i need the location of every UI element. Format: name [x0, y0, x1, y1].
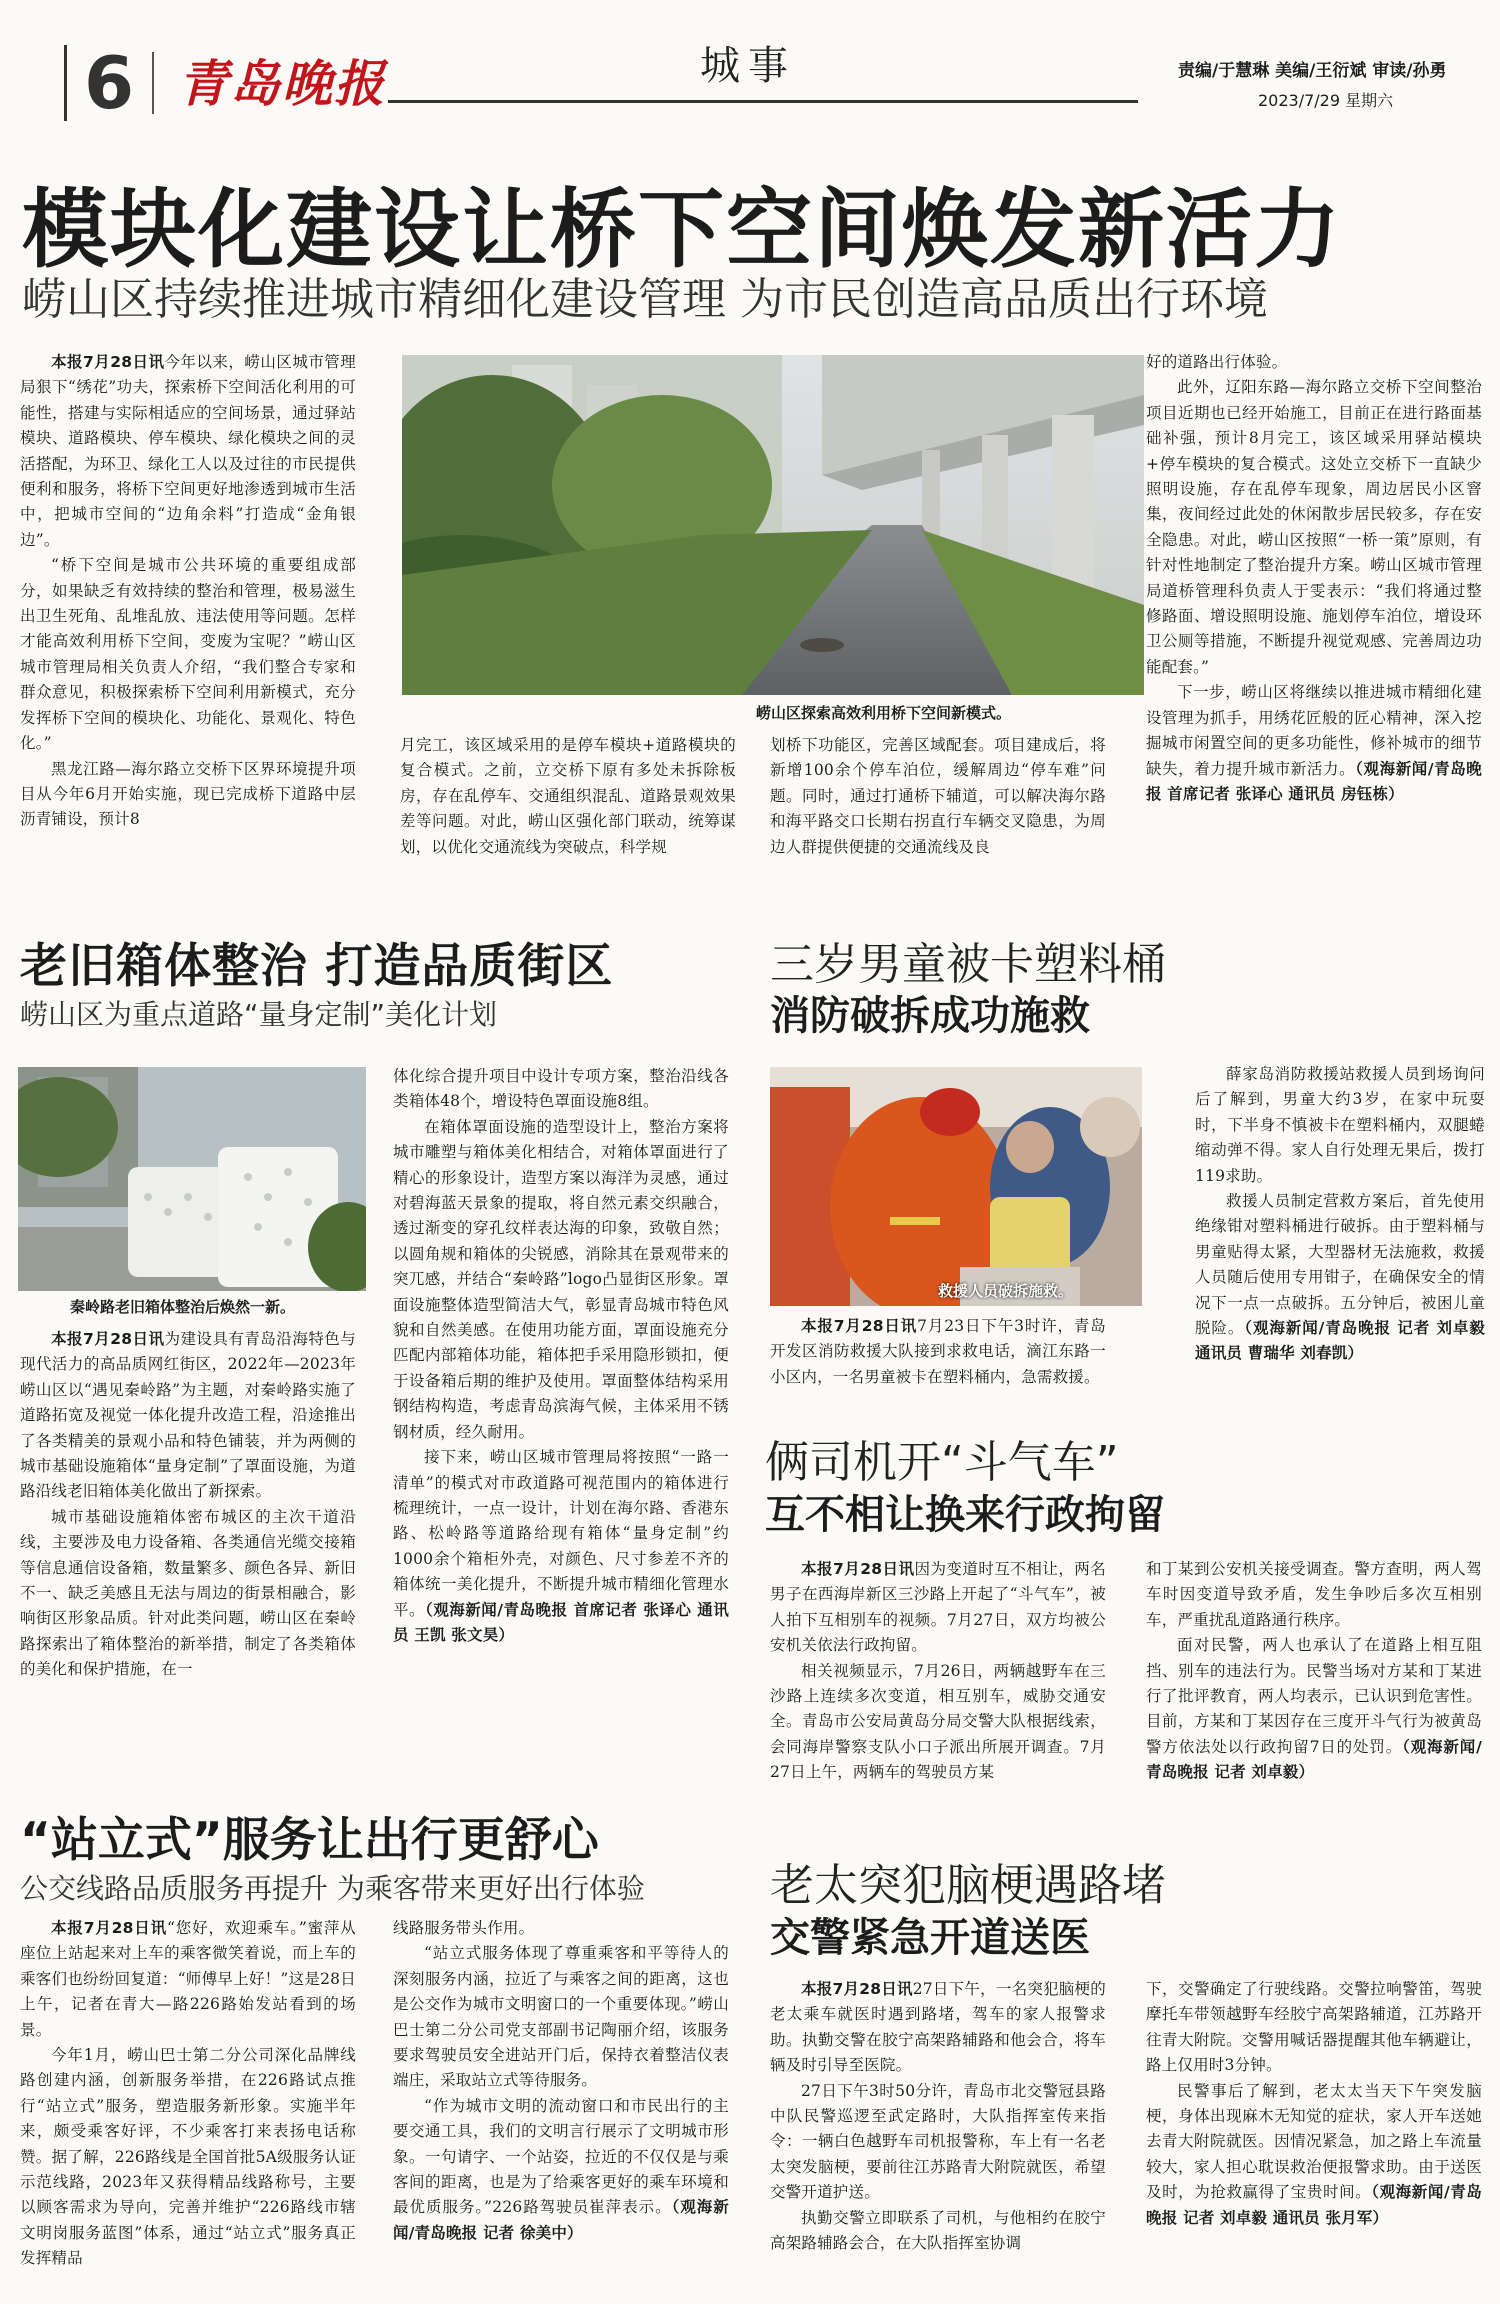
lead-dateline: 本报7月28日讯 — [51, 353, 165, 371]
drivers-col-2: 和丁某到公安机关接受调查。警方查明，两人驾车时因变道导致矛盾，发生争吵后多次互相别车，严重扰乱道路通行秩序。 面对民警，两人也承认了在道路上相互阻挡、别车的违法行为。民警当场对方某和丁某进行了批评教育，两人均表示，已认识到危害性。目前，方某和丁某因存在三度开斗气行为被黄岛警方依法处以行政拘留7日的处罚。（观海新闻/青岛晚报 记者 刘卓毅） — [1146, 1560, 1482, 1782]
elderly-subheadline: 交警紧急开道送医 — [770, 1915, 1090, 1961]
masthead-divider — [152, 52, 154, 114]
drivers-dateline: 本报7月28日讯 — [801, 1560, 915, 1578]
bus-col-1: 本报7月28日讯“您好，欢迎乘车。”蜜萍从座位上站起来对上车的乘客微笑着说，而上车的乘客们也纷纷回复道：“师傅早上好！”这是28日上午，记者在青大—路226路始发站看到的场景。 今年1月，崂山巴士第二分公司深化品牌线路创建内涵，创新服务举措，在226路试点推行“站立式”服务，塑造服务新形象。实施半年来，颇受乘客好评，不少乘客打来表扬电话称赞。据了解，226路线是全国首批5A级服务认证示范线路，2023年又获得精品线路称号，主要以顾客需求为导向，完善并维护“226路线市辖文明岗服务蓝图”体系，通过“站立式”服务真正发挥精品 — [20, 1919, 356, 2268]
lead-headline: 模块化建设让桥下空间焕发新活力 — [22, 180, 1342, 280]
drivers-byline: （观海新闻/青岛晚报 记者 刘卓毅） — [1146, 1737, 1482, 1782]
paper-name-logo: 青岛晚报 — [178, 54, 386, 113]
elderly-col-2: 下，交警确定了行驶线路。交警拉响警笛，驾驶摩托车带领越野车经胶宁高架路辅道，江苏路开往青大附院。交警用喊话器提醒其他车辆避让，路上仅用时3分钟。 民警事后了解到，老太太当天下午突发脑梗，身体出现麻木无知觉的症状，家人开车送她去青大附院就医。因情况紧急，加之路上车流量较大，家人担心耽误救治便报警求助。由于送医及时，为抢救赢得了宝贵时间。（观海新闻/青岛晚报 记者 刘卓毅 通讯员 张月军） — [1146, 1980, 1482, 2227]
lead-col-2: 月完工，该区域采用的是停车模块+道路模块的复合模式。之前，立交桥下原有多处未拆除板房，存在乱停车、交通组织混乱、道路景观效果差等问题。对此，崂山区强化部门联动，统筹谋划，以优化交通流线为突破点，科学规 — [400, 736, 736, 856]
lead-byline: （观海新闻/青岛晚报 首席记者 张译心 通讯员 房钰栋） — [1146, 759, 1482, 803]
boxes-dateline: 本报7月28日讯 — [51, 1330, 165, 1348]
rescue-col-2: 薛家岛消防救援站救援人员到场询问后了解到，男童大约3岁，在家中玩耍时，下半身不慎被卡在塑料桶内，双腿蜷缩动弹不得。家人自行处理无果后，拨打119求助。 救援人员制定营救方案后，首先使用绝缘钳对塑料桶进行破拆。由于塑料桶与男童贴得太紧，大型器材无法施救，救援人员随后使用专用钳子，在确保安全的情况下一点一点破拆。五分钟后，被困儿童脱险。（观海新闻/青岛晚报 记者 刘卓毅 通讯员 曹瑞华 刘春凯） — [1195, 1065, 1485, 1363]
elderly-headline: 老太突犯脑梗遇路堵 — [770, 1860, 1166, 1911]
bus-subheadline: 公交线路品质服务再提升 为乘客带来更好出行体验 — [20, 1872, 645, 1905]
elderly-byline: （观海新闻/青岛晚报 记者 刘卓毅 通讯员 张月军） — [1146, 2183, 1482, 2227]
rescue-byline: （观海新闻/青岛晚报 记者 刘卓毅 通讯员 曹瑞华 刘春凯） — [1195, 1319, 1485, 1363]
lead-col-3: 划桥下功能区，完善区域配套。项目建成后，将新增100余个停车泊位，缓解周边“停车难”问题。同时，通过打通桥下辅道，可以解决海尔路和海平路交口长期右拐直行车辆交叉隐患，为周边人群提供便捷的交通流线及良 — [770, 736, 1106, 856]
boxes-headline: 老旧箱体整治 打造品质街区 — [20, 939, 614, 994]
section-underline — [388, 100, 1138, 103]
rescue-headline: 三岁男童被卡塑料桶 — [770, 939, 1166, 990]
bus-byline: （观海新闻/青岛晚报 记者 徐美中） — [393, 2198, 729, 2242]
drivers-col-1: 本报7月28日讯因为变道时互不相让，两名男子在西海岸新区三沙路上开起了“斗气车”，被人拍下互相别车的视频。7月27日，双方均被公安机关依法行政拘留。 相关视频显示，7月26日，两辆越野车在三沙路上连续多次变道，相互别车，威胁交通安全。青岛市公安局黄岛分局交警大队根据线索，会同海岸警察支队小口子派出所展开调查。7月27日上午，两辆车的驾驶员方某 — [770, 1560, 1106, 1782]
lead-col-4: 好的道路出行体验。 此外，辽阳东路—海尔路立交桥下空间整治项目近期也已经开始施工，目前正在进行路面基础补强，预计8月完工，该区域采用驿站模块+停车模块的复合模式。这处立交桥下一直缺少照明设施，存在乱停车现象，周边居民小区窨集，夜间经过此处的休闲散步居民较多，存在安全隐患。对此，崂山区按照“一桥一策”原则，有针对性地制定了整治提升方案。崂山区城市管理局道桥管理科负责人于雯表示：“我们将通过整修路面、增设照明设施、施划停车泊位，增设环卫公厕等措施，不断提升视觉观感、完善周边功能配套。” 下一步，崂山区将继续以推进城市精细化建设管理为抓手，用绣花匠般的匠心精神，深入挖掘城市闲置空间的更多功能性，修补城市的细节缺失，着力提升城市新活力。（观海新闻/青岛晚报 首席记者 张译心 通讯员 房钰栋） — [1146, 353, 1482, 803]
bridge-photo-image — [402, 355, 1144, 695]
drivers-subheadline: 互不相让换来行政拘留 — [765, 1492, 1165, 1538]
page-number: 6 — [84, 41, 135, 125]
issue-date: 2023/7/29 星期六 — [1258, 91, 1394, 110]
boxes-subheadline: 崂山区为重点道路“量身定制”美化计划 — [20, 998, 498, 1031]
rescue-subheadline: 消防破拆成功施救 — [770, 993, 1090, 1039]
bus-dateline: 本报7月28日讯 — [51, 1919, 167, 1937]
masthead-left-rule — [64, 45, 67, 121]
rescue-dateline: 本报7月28日讯 — [801, 1317, 918, 1335]
lead-col-1: 本报7月28日讯今年以来，崂山区城市管理局狠下“绣花”功夫，探索桥下空间活化利用的可能性，搭建与实际相适应的空间场景，通过驿站模块、道路模块、停车模块、绿化模块之间的灵活搭配，为环卫、绿化工人以及过往的市民提供便利和服务，将桥下空间更好地渗透到城市生活中，把城市空间的“边角余料”打造成“金角银边”。 “桥下空间是城市公共环境的重要组成部分，如果缺乏有效持续的整治和管理，极易滋生出卫生死角、乱堆乱放、违法使用等问题。怎样才能高效利用桥下空间，变废为宝呢？”崂山区城市管理局相关负责人介绍，“我们整合专家和群众意见，积极探索桥下空间利用新模式，充分发挥桥下空间的模块化、功能化、景观化、特色化。” 黑龙江路—海尔路立交桥下区界环境提升项目从今年6月开始实施，现已完成桥下道路中层沥青铺设，预计8 — [20, 353, 356, 829]
drivers-headline: 俩司机开“斗气车” — [765, 1437, 1119, 1488]
elderly-col-1: 本报7月28日讯27日下午，一名突犯脑梗的老太乘车就医时遇到路堵，驾车的家人报警求助。执勤交警在胶宁高架路辅路和他会合，将车辆及时引导至医院。 27日下午3时50分许，青岛市北交警冠县路中队民警巡逻至武定路时，大队指挥室传来指令：一辆白色越野车司机报警称，车上有一名老太突发脑梗，要前往江苏路青大附院就医，希望交警开道护送。 执勤交警立即联系了司机，与他相约在胶宁高架路辅路会合，在大队指挥室协调 — [770, 1980, 1106, 2253]
boxes-byline: （观海新闻/青岛晚报 首席记者 张译心 通讯员 王凯 张文昊） — [393, 1600, 729, 1644]
editors-line: 责编/于慧琳 美编/王衍斌 审读/孙勇 — [1178, 61, 1447, 81]
boxes-col-2: 体化综合提升项目中设计专项方案，整治沿线各类箱体48个，增设特色罩面设施8组。 在箱体罩面设施的造型设计上，整治方案将城市雕塑与箱体美化相结合，对箱体罩面进行了精心的形象设计，造型方案以海洋为灵感，通过对碧海蓝天景象的提取，将自然元素交织融合，透过渐变的穿孔纹样表达海的印象，致敬自然；以圆角规和箱体的尖锐感，消除其在景观带来的突兀感，并结合“秦岭路”logo凸显街区形象。罩面设施整体造型简洁大气，彰显青岛城市特色风貌和自然美感。在使用功能方面，罩面设施充分匹配内部箱体功能，箱体把手采用隐形锁扣，便于设备箱后期的维护及使用。罩面整体结构采用钢结构构造，考虑青岛滨海气候，主体采用不锈钢材质，经久耐用。 接下来，崂山区城市管理局将按照“一路一清单”的模式对市政道路可视范围内的箱体进行梳理统计，一点一设计，计划在海尔路、香港东路、松岭路等道路给现有箱体“量身定制”约1000余个箱柜外壳，对颜色、尺寸参差不齐的箱体统一美化提升，不断提升城市精细化管理水平。（观海新闻/青岛晚报 首席记者 张译心 通讯员 王凯 张文昊） — [393, 1067, 729, 1644]
lead-photo-caption: 崂山区探索高效利用桥下空间新模式。 — [756, 704, 1012, 722]
lead-photo — [402, 355, 1144, 695]
rescue-photo — [770, 1067, 1142, 1306]
rescue-photo-caption: 救援人员破拆施救。 — [938, 1282, 1074, 1300]
boxes-photo-caption: 秦岭路老旧箱体整治后焕然一新。 — [70, 1298, 296, 1316]
masthead — [0, 0, 1500, 125]
lead-subheadline: 崂山区持续推进城市精细化建设管理 为市民创造高品质出行环境 — [22, 274, 1268, 325]
boxes-photo — [18, 1067, 366, 1291]
bus-col-2: 线路服务带头作用。 “站立式服务体现了尊重乘客和平等待人的深刻服务内涵，拉近了与乘客之间的距离，这也是公交作为城市文明窗口的一个重要体现。”崂山巴士第二分公司党支部副书记陶丽介绍，该服务要求驾驶员安全进站开门后，保持衣着整洁仪表端庄，采取站立式等待服务。 “作为城市文明的流动窗口和市民出行的主要交通工具，我们的文明言行展示了文明城市形象。一句请字、一个站姿，拉近的不仅仅是与乘客间的距离，也是为了给乘客更好的乘车环境和最优质服务。”226路驾驶员崔萍表示。（观海新闻/青岛晚报 记者 徐美中） — [393, 1919, 729, 2242]
box-photo-image — [18, 1067, 366, 1291]
boxes-col-1: 本报7月28日讯为建设具有青岛沿海特色与现代活力的高品质网红街区，2022年—2023年崂山区以“遇见秦岭路”为主题，对秦岭路实施了道路拓宽及视觉一体化提升改造工程，沿途推出了各类精美的景观小品和特色铺装，并为两侧的城市基础设施箱体“量身定制”了罩面设施，为道路沿线老旧箱体美化做出了新探索。 城市基础设施箱体密布城区的主次干道沿线，主要涉及电力设备箱、各类通信光缆交接箱等信息通信设备箱，数量繁多、颜色各异、新旧不一、缺乏美感且无法与周边的街景相融合，影响街区形象品质。针对此类问题，崂山区在秦岭路探索出了箱体整治的新举措，制定了各类箱体的美化和保护措施，在一 — [20, 1330, 356, 1679]
section-title: 城事 — [700, 43, 796, 89]
rescue-col-1: 本报7月28日讯7月23日下午3时许，青岛开发区消防救援大队接到求救电话，滴江东路一小区内，一名男童被卡在塑料桶内，急需救援。 — [770, 1317, 1106, 1386]
bus-headline: “站立式”服务让出行更舒心 — [20, 1813, 599, 1868]
rescue-photo-image — [770, 1067, 1142, 1306]
elderly-dateline: 本报7月28日讯 — [801, 1980, 913, 1998]
